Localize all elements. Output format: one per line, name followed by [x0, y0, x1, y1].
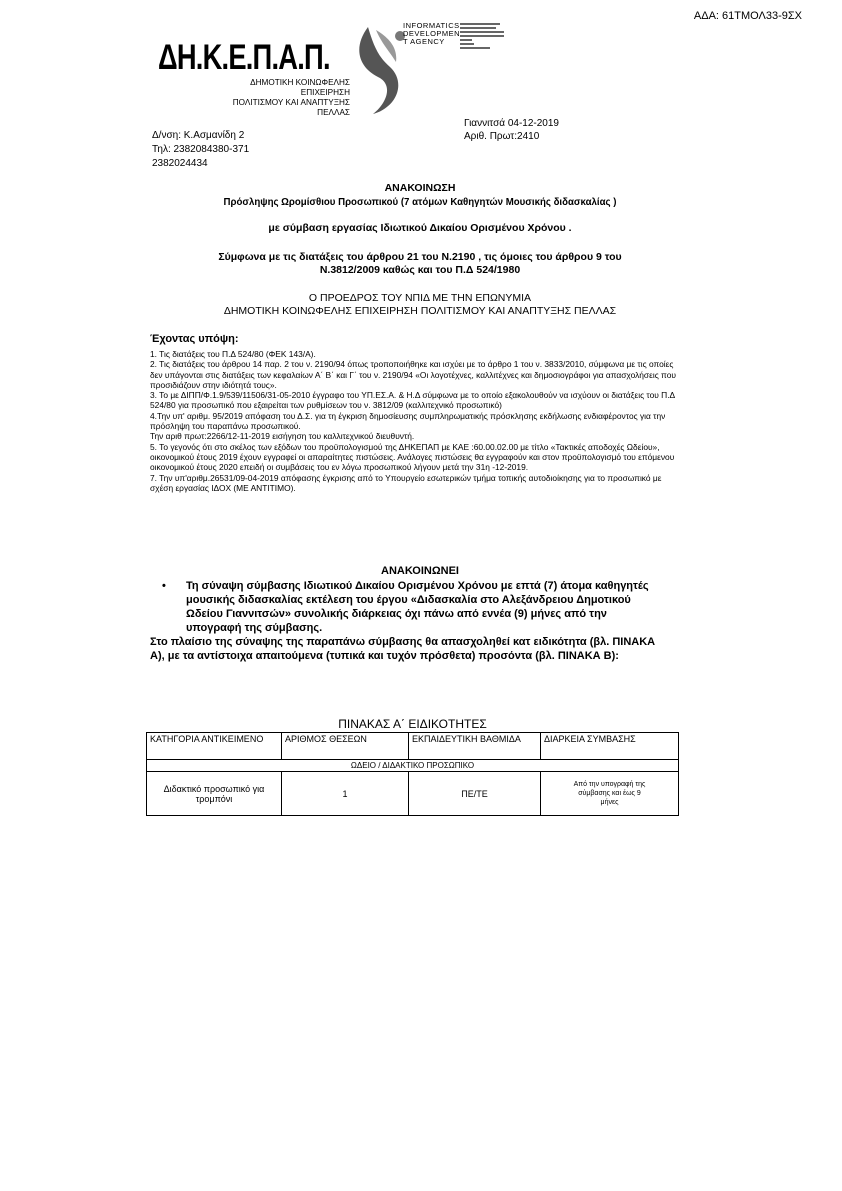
organization-full-name: ΔΗΜΟΤΙΚΗ ΚΟΙΝΩΦΕΛΗΣ ΕΠΙΧΕΙΡΗΣΗ ΠΟΛΙΤΙΣΜΟΥ ΚΑΙ ΑΝΑΠΤΥΞΗΣ ΠΕΛΛΑΣ: [223, 305, 617, 317]
ada-code: ΑΔΑ: 61ΤΜΟΛ33-9ΣΧ: [693, 10, 802, 22]
dev-agency-fineprint: [460, 22, 520, 51]
considering-item: 4.Την υπ' αριθμ. 95/2019 απόφαση του Δ.Σ. για τη έγκριση δημοσίευσης συμπληρωματικής πρόσκλησης εκδήλωσης ενδιαφέροντος για την πρόσληψη του παραπάνω προσωπικού.: [150, 410, 666, 432]
considering-item: 7. Την υπ'αριθμ.26531/09-04-2019 απόφασης έγκρισης από το Υπουργείο εσωτερικών τμήμα τοπικής αυτοδιοίκησης για το προσωπικό με σχέση εργασίας ΙΔΟΧ (ΜΕ ΑΝΤΙΤΙΜΟ).: [150, 472, 662, 493]
logo-swirl-icon: [348, 22, 408, 117]
bullet-icon: •: [162, 580, 166, 592]
president-line: Ο ΠΡΟΕΔΡΟΣ ΤΟΥ ΝΠΙΔ ΜΕ ΤΗΝ ΕΠΩΝΥΜΙΑ: [308, 292, 532, 304]
announcement-heading: ΑΝΑΚΟΙΝΩΣΗ: [384, 182, 456, 194]
logo-subtitle: ΔΗΜΟΤΙΚΗ ΚΟΙΝΩΦΕΛΗΣ ΕΠΙΧΕΙΡΗΣΗ ΠΟΛΙΤΙΣΜΟΥ ΚΑΙ ΑΝΑΠΤΥΞΗΣ ΠΕΛΛΑΣ: [232, 78, 350, 117]
phone-2: 2382024434: [152, 158, 208, 169]
protocol-number: Αριθ. Πρωτ:2410: [464, 131, 540, 142]
table-cell: Διδακτικό προσωπικό για τρομπόνι: [147, 772, 282, 816]
table-header-cell: ΑΡΙΘΜΟΣ ΘΕΣΕΩΝ: [282, 733, 409, 760]
organization-logo: [158, 22, 398, 117]
considering-item: 3. Το με ΔΙΠΠ/Φ.1.9/539/11506/31-05-2010 έγγραφο του ΥΠ.ΕΣ.Α. & Η.Δ σύμφωνα με το οποίο εξακολουθούν να ισχύουν οι διατάξεις του Π.Δ 524/80 για προσωπικό που εξαιρείται των ρυθμίσεων του ν. 3812/09 (καλλιτεχνικό προσωπικό): [150, 390, 675, 411]
contact-block: [152, 129, 249, 171]
table-section-row: ΩΔΕΙΟ / ΔΙΔΑΚΤΙΚΟ ΠΡΟΣΩΠΙΚΟ: [147, 760, 679, 772]
legal-basis-line-2: Ν.3812/2009 καθώς και του Π.Δ 524/1980: [319, 264, 521, 276]
table-cell: Από την υπογραφή της σύμβασης και έως 9 μήνες: [541, 772, 679, 816]
specialties-table: [146, 732, 679, 816]
table-header-row: [147, 733, 679, 760]
announcement-details: Στο πλαίσιο της σύναψης της παραπάνω σύμβασης θα απασχοληθεί κατ ειδικότητα (βλ. ΠΙΝΑΚΑ Α), με τα αντίστοιχα απαιτούμενα (τυπικά και τυχόν πρόσθετα) προσόντα (βλ. ΠΙΝΑΚΑ Β):: [150, 636, 656, 662]
table-cell: 1: [282, 772, 409, 816]
contract-type: με σύμβαση εργασίας Ιδιωτικού Δικαίου Ορισμένου Χρόνου .: [268, 222, 572, 234]
announcement-subtitle: Πρόσληψης Ωρομίσθιου Προσωπικού (7 ατόμων Καθηγητών Μουσικής διδασκαλίας ): [223, 196, 617, 208]
date-protocol-block: [464, 117, 559, 143]
phone: Τηλ: 2382084380-371: [152, 144, 250, 155]
table-title: ΠΙΝΑΚΑΣ Α΄ ΕΙΔΙΚΟΤΗΤΕΣ: [338, 717, 487, 731]
considering-item: 2. Τις διατάξεις του άρθρου 14 παρ. 2 του ν. 2190/94 όπως τροποποιήθηκε και ισχύει με το άρθρο 1 του ν. 3833/2010, σύμφωνα με τις οποίες δεν υπάγονται στις διατάξεις των κεφαλαίων Α΄ Β΄ και Γ΄ του ν. 2190/94 «Οι λογοτέχνες, καλλιτέχνες και δημοσιογράφοι για απασχολήσεις που προσιδιάζουν στην ιδιότητά τους».: [150, 359, 676, 390]
table-row: [147, 772, 679, 816]
place-date: Γιαννιτσά 04-12-2019: [464, 118, 559, 129]
address: Δ/νση: Κ.Ασμανίδη 2: [152, 130, 245, 141]
considering-heading: Έχοντας υπόψη:: [150, 333, 239, 345]
table-header-cell: ΕΚΠΑΙΔΕΥΤΙΚΗ ΒΑΘΜΙΔΑ: [409, 733, 541, 760]
legal-basis-line-1: Σύμφωνα με τις διατάξεις του άρθρου 21 του Ν.2190 , τις όμοιες του άρθρου 9 του: [218, 251, 622, 263]
considering-list: [150, 349, 678, 493]
announces-heading: ΑΝΑΚΟΙΝΩΝΕΙ: [381, 565, 459, 577]
considering-item: 1. Τις διατάξεις του Π.Δ 524/80 (ΦΕΚ 143/Α).: [150, 349, 316, 359]
considering-item: 5. Το γεγονός ότι στο σκέλος των εξόδων του προϋπολογισμού της ΔΗΚΕΠΑΠ με ΚΑΕ :60.00.02.00 με τίτλο «Τακτικές αποδοχές Ωδείου», οικονομικού έτους 2019 έχουν εγγραφεί οι απαραίτητες πιστώσεις. Ανάλογες πιστώσεις θα εγγραφούν και στον προϋπολογισμό του επόμενου οικονομικού έτους 2020 επειδή οι συμβάσεις του εν λόγω προσωπικού λήγουν μετά την 31η -12-2019.: [150, 441, 675, 473]
dev-agency-label: INFORMATICS DEVELOPMEN T AGENCY: [403, 21, 461, 46]
considering-item: Την αριθ πρωτ:2266/12-11-2019 εισήγηση του καλλιτεχνικού διευθυντή.: [150, 431, 415, 442]
table-header-cell: ΔΙΑΡΚΕΙΑ ΣΥΜΒΑΣΗΣ: [541, 733, 679, 760]
logo-name: ΔΗ.Κ.Ε.Π.Α.Π.: [158, 38, 330, 77]
announcement-bullet: • Τη σύναψη σύμβασης Ιδιωτικού Δικαίου Ορισμένου Χρόνου με επτά (7) άτομα καθηγητές μουσικής διδασκαλίας εκτέλεση του έργου «Διδασκαλία στο Αλεξάνδρειου Δημοτικού Ωδείου Γιαννιτσών» συνολικής διάρκειας όχι πάνω από εννέα (9) μήνες από την υπογραφή της σύμβασης.: [162, 580, 649, 634]
table-header-cell: ΚΑΤΗΓΟΡΙΑ ΑΝΤΙΚΕΙΜΕΝΟ: [147, 733, 282, 760]
table-cell: ΠΕ/ΤΕ: [409, 772, 541, 816]
